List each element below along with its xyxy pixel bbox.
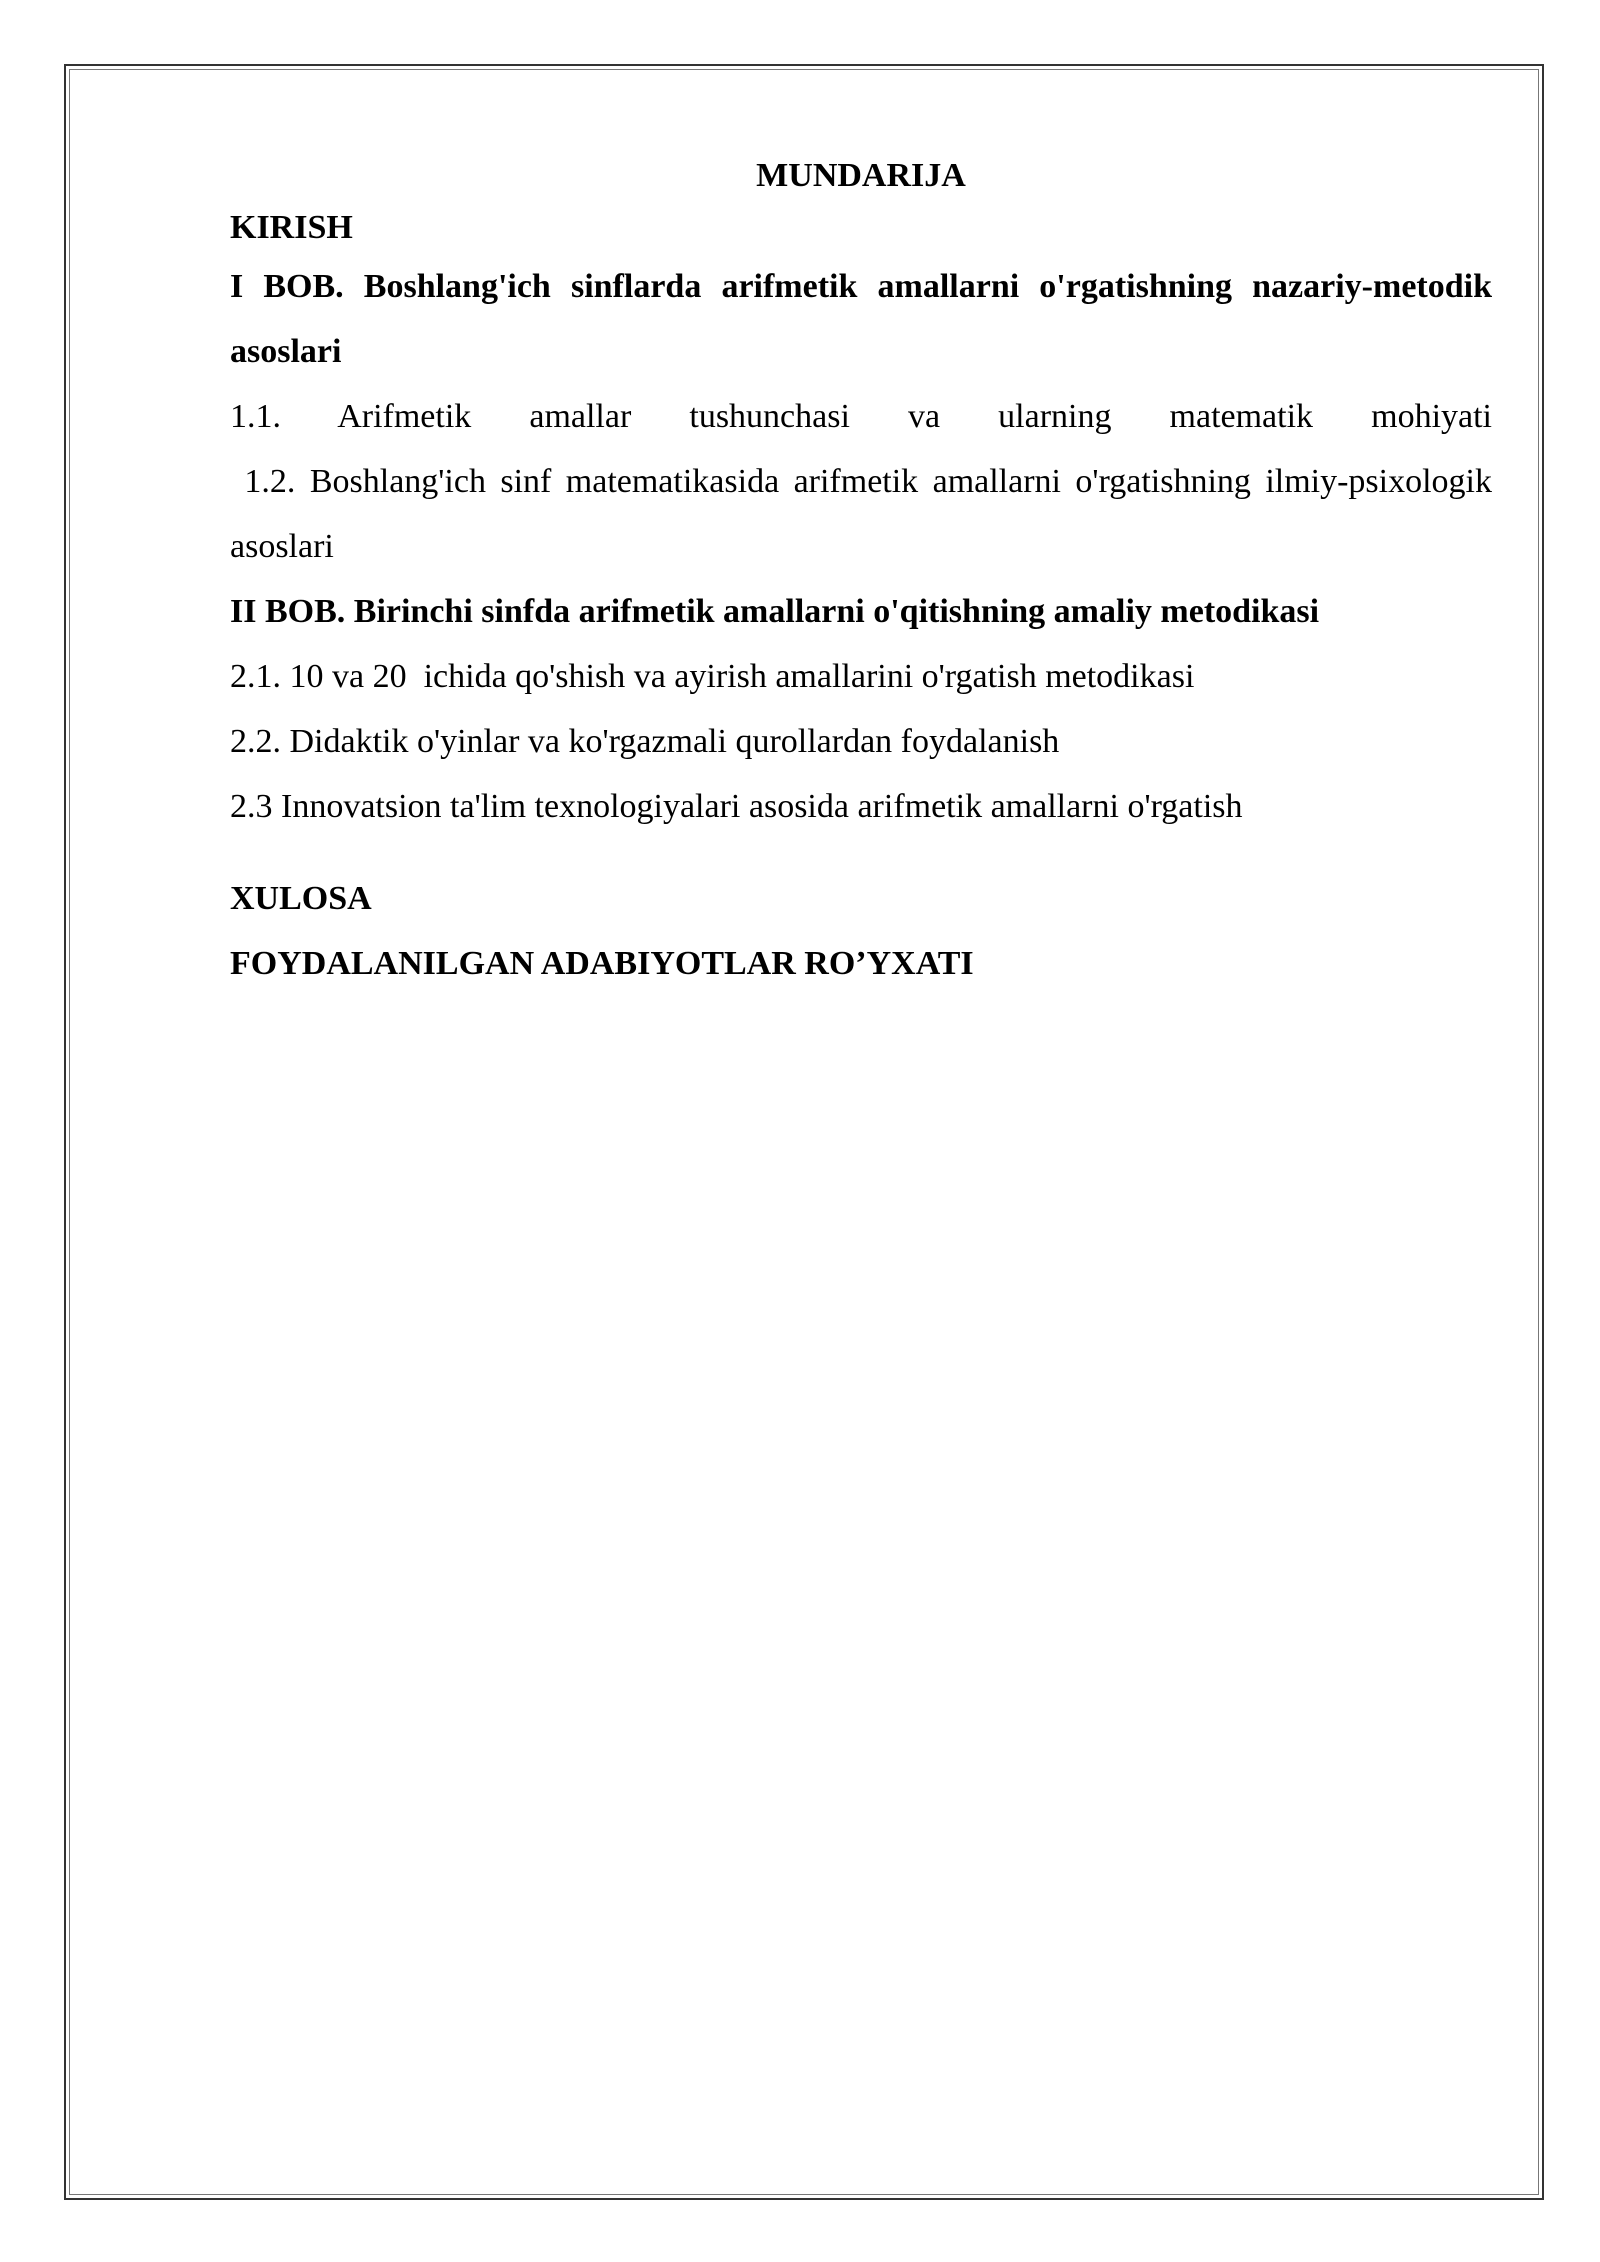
toc-chapter-2: II BOB. Birinchi sinfda arifmetik amallarni o'qitishning amaliy metodikasi [230,593,1320,630]
toc-intro: KIRISH [230,209,353,246]
toc-section-2-3: 2.3 Innovatsion ta'lim texnologiyalari asosida arifmetik amallarni o'rgatish [230,788,1243,825]
toc-section-1-2: 1.2. Boshlang'ich sinf matematikasida arifmetik amallarni o'rgatishning ilmiy-psixologik asoslari [230,463,1501,565]
toc-section-1-1: 1.1. Arifmetik amallar tushunchasi va ularning matematik mohiyati [230,398,1492,435]
toc-title: MUNDARIJA [756,157,966,194]
toc-references: FOYDALANILGAN ADABIYOTLAR RO’YXATI [230,945,974,982]
table-of-contents [230,150,1501,996]
toc-chapter-1: I BOB. Boshlang'ich sinflarda arifmetik amallarni o'rgatishning nazariy-metodik asoslari [230,268,1492,370]
toc-conclusion: XULOSA [230,880,372,917]
toc-section-2-1: 2.1. 10 va 20 ichida qo'shish va ayirish amallarini o'rgatish metodikasi [230,658,1195,695]
toc-section-2-2: 2.2. Didaktik o'yinlar va ko'rgazmali qurollardan foydalanish [230,723,1060,760]
